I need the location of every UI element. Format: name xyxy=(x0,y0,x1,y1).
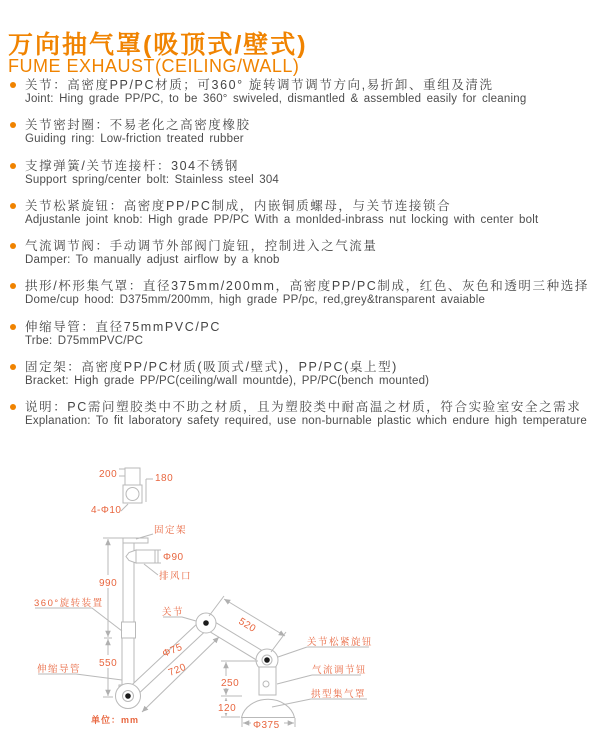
bullet-icon xyxy=(10,82,16,88)
bullet-icon xyxy=(10,243,16,249)
spec-text-en: Dome/cup hood: D375mm/200mm, high grade PP/pc, red,grey&transparent avaiable xyxy=(25,294,486,307)
spec-item-spring-bolt xyxy=(25,159,597,199)
spec-item-tube xyxy=(25,320,597,360)
spec-text-zh: 气流调节阀：手动调节外部阀门旋钮，控制进入之气流量 xyxy=(25,239,378,254)
spec-text-zh: 关节密封圈：不易老化之高密度橡胶 xyxy=(25,118,251,133)
plate-height-dim: 180 xyxy=(155,473,174,484)
bracket-label: 固定架 xyxy=(154,525,188,536)
spec-text-zh: 支撑弹簧/关节连接杆：304不锈钢 xyxy=(25,158,240,173)
bullet-icon xyxy=(10,203,16,209)
airflow-knob-label: 气流调节钮 xyxy=(312,665,368,676)
height-upper-dim: 990 xyxy=(99,578,118,589)
technical-diagram xyxy=(0,450,600,737)
airflow-knob-shape xyxy=(263,681,269,687)
spec-item-guiding-ring xyxy=(25,118,597,158)
joint-label: 关节 xyxy=(162,607,185,618)
mounting-plate-drawing xyxy=(91,468,173,516)
spec-item-damper xyxy=(25,239,597,279)
spec-text-zh: 关节：高密度PP/PC材质；可360° 旋转调节调节方向,易折卸、重组及清洗 xyxy=(25,78,494,92)
spec-item-hood xyxy=(25,279,597,319)
plate-width-dim: 200 xyxy=(99,469,118,480)
spec-text-en: Adjustanle joint knob: High grade PP/PC With a monlded-inbrass nut locking with center bolt xyxy=(25,213,539,226)
spec-list xyxy=(25,78,597,441)
neck-height-dim: 250 xyxy=(221,678,240,689)
outlet-label: 排风口 xyxy=(159,571,193,582)
spec-text-zh: 说明：PC需问塑胶类中不助之材质，且为塑胶类中耐高温之材质，符合实验室安全之需求 xyxy=(25,400,582,415)
page-title-zh: 万向抽气罩(吸顶式/壁式) xyxy=(8,30,308,59)
spec-text-en: Explanation: To fit laboratory safety required, use non-burnable plastic which endure high temperature xyxy=(25,415,587,428)
bullet-icon xyxy=(10,324,16,330)
bullet-icon xyxy=(10,404,16,410)
spec-item-explanation xyxy=(25,400,597,440)
rotator-label: 360°旋转装置 xyxy=(34,598,104,609)
spec-text-en: Damper: To manually adjust airflow by a knob xyxy=(25,254,280,267)
spec-text-en: Bracket: High grade PP/PC(ceiling/wall mountde), PP/PC(bench mounted) xyxy=(25,375,430,388)
dome-dia-dim: Φ375 xyxy=(253,720,280,731)
tube-label: 伸缩导管 xyxy=(37,664,82,675)
outlet-dia-dim: Φ90 xyxy=(163,552,184,563)
bullet-icon xyxy=(10,163,16,169)
spec-text-en: Joint: Hing grade PP/PC, to be 360° swiveled, dismantled & assembled easily for cleaning xyxy=(25,93,527,105)
arm-length-dim: 720 xyxy=(167,661,188,679)
bullet-icon xyxy=(10,364,16,370)
spec-text-zh: 拱形/杯形集气罩：直径375mm/200mm，高密度PP/PC制成，红色、灰色和透明三种选择 xyxy=(25,279,589,294)
spec-text-en: Trbe: D75mmPVC/PC xyxy=(25,334,144,347)
height-lower-dim: 550 xyxy=(99,658,118,669)
joint-knob-label: 关节松紧旋钮 xyxy=(307,637,374,648)
bullet-icon xyxy=(10,283,16,289)
bullet-icon xyxy=(10,122,16,128)
unit-label: 单位：mm xyxy=(91,715,140,725)
dome-height-dim: 120 xyxy=(218,703,237,714)
spec-item-joint-knob xyxy=(25,199,597,239)
page-title-en: FUME EXHAUST(CEILING/WALL) xyxy=(8,55,300,76)
mounting-holes-dim: 4-Φ10 xyxy=(91,505,122,516)
spec-text-en: Support spring/center bolt: Stainless steel 304 xyxy=(25,173,280,186)
spec-text-zh: 固定架：高密度PP/PC材质(吸顶式/壁式)，PP/PC(桌上型) xyxy=(25,360,398,375)
spec-item-joint xyxy=(25,78,597,118)
spec-text-zh: 关节松紧旋钮：高密度PP/PC制成，内嵌铜质螺母，与关节连接锁合 xyxy=(25,198,452,213)
dome-label: 拱型集气罩 xyxy=(311,689,367,700)
arm-dia-dim: Φ75 xyxy=(161,641,185,660)
spec-text-zh: 伸缩导管：直径75mmPVC/PC xyxy=(25,319,221,334)
arm2-length-dim: 520 xyxy=(236,616,258,635)
spec-text-en: Guiding ring: Low-friction treated rubber xyxy=(25,133,244,146)
spec-item-bracket xyxy=(25,360,597,400)
